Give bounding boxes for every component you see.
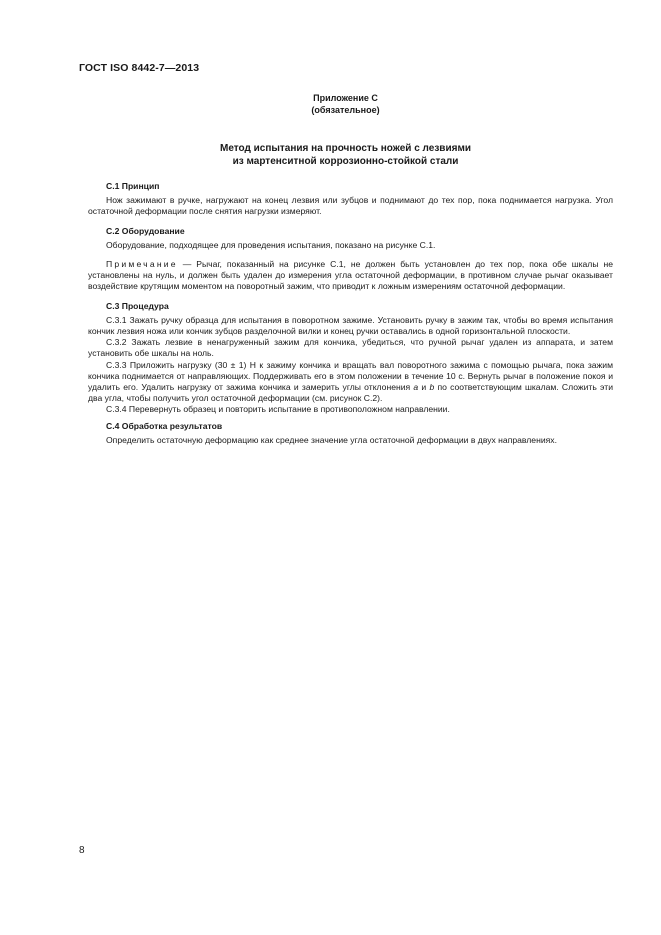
section-text-c1: Нож зажимают в ручке, нагружают на конец лезвия или зубцов и поднимают до тех пор, пока поднимается нагрузка. Угол остаточной деформации после снятия нагрузки измеряют. — [88, 195, 613, 217]
paragraph-c3-2: С.3.2 Зажать лезвие в ненагруженный зажим для кончика, убедиться, что ручной рычаг удален из аппарата, и затем установить обе шкалы на ноль. — [88, 337, 613, 359]
section-heading-c4: С.4 Обработка результатов — [106, 420, 223, 431]
document-body — [88, 181, 613, 446]
annex-heading — [0, 92, 661, 116]
paragraph-c3-1: С.3.1 Зажать ручку образца для испытания в поворотном зажиме. Установить ручку в зажим так, чтобы во время испытания кончик лезвия ножа или кончик зубцов разделочной вилки и конец ручки оставались в одной горизонтальной плоскости. — [88, 314, 613, 337]
document-code: ГОСТ ISO 8442-7—2013 — [79, 62, 200, 74]
annex-title-line2: из мартенситной коррозионно-стойкой стали — [232, 156, 459, 167]
note-label: Примечание — [106, 259, 178, 270]
paragraph-c3-3-part1: С.3.3 Приложить нагрузку (30 ± 1) Н к зажиму кончика и вращать вал поворотного зажима с помощью рычага, пока зажим кончика поднимается от направляющих. Поддерживать его в этом положении в течение 10 с. Вернуть рычаг в положение покоя и удалить его. Удалить нагрузку от зажима кончика и замерить углы отклонения — [88, 359, 613, 393]
section-heading-c3: С.3 Процедура — [106, 300, 169, 311]
paragraph-c3-3 — [88, 360, 613, 405]
section-heading-c1: С.1 Принцип — [106, 181, 160, 191]
page-number: 8 — [79, 845, 85, 856]
paragraph-c3-3-part2: и — [418, 382, 430, 393]
variable-a: a — [413, 382, 419, 393]
section-heading-c2: С.2 Оборудование — [106, 225, 185, 236]
annex-title-line1: Метод испытания на прочность ножей с лезвиями — [219, 143, 471, 154]
variable-b: b — [429, 382, 435, 393]
section-text-c2: Оборудование, подходящее для проведения испытания, показано на рисунке С.1. — [106, 239, 436, 250]
paragraph-c3-3-part3: по соответствующим шкалам. Сложить эти два угла, чтобы получить угол остаточной деформации (см. рисунок С.2). — [88, 382, 613, 404]
annex-status: (обязательное) — [311, 105, 380, 115]
annex-title — [0, 142, 661, 168]
paragraph-c3-4: С.3.4 Перевернуть образец и повторить испытание в противоположном направлении. — [106, 404, 450, 415]
note-text: — Рычаг, показанный на рисунке С.1, не должен быть установлен до тех пор, пока обе шкалы не установлены на нуль, и должен быть удален до измерения угла остаточной деформации, в противном случае рычаг оказывает воздействие крутящим моментом на поворотный зажим, что приводит к ложным измерениям остаточной деформации. — [88, 259, 613, 292]
section-text-c4: Определить остаточную деформацию как среднее значение угла остаточной деформации в двух направлениях. — [106, 434, 557, 445]
annex-label: Приложение С — [313, 93, 378, 103]
note-c2 — [88, 259, 613, 293]
